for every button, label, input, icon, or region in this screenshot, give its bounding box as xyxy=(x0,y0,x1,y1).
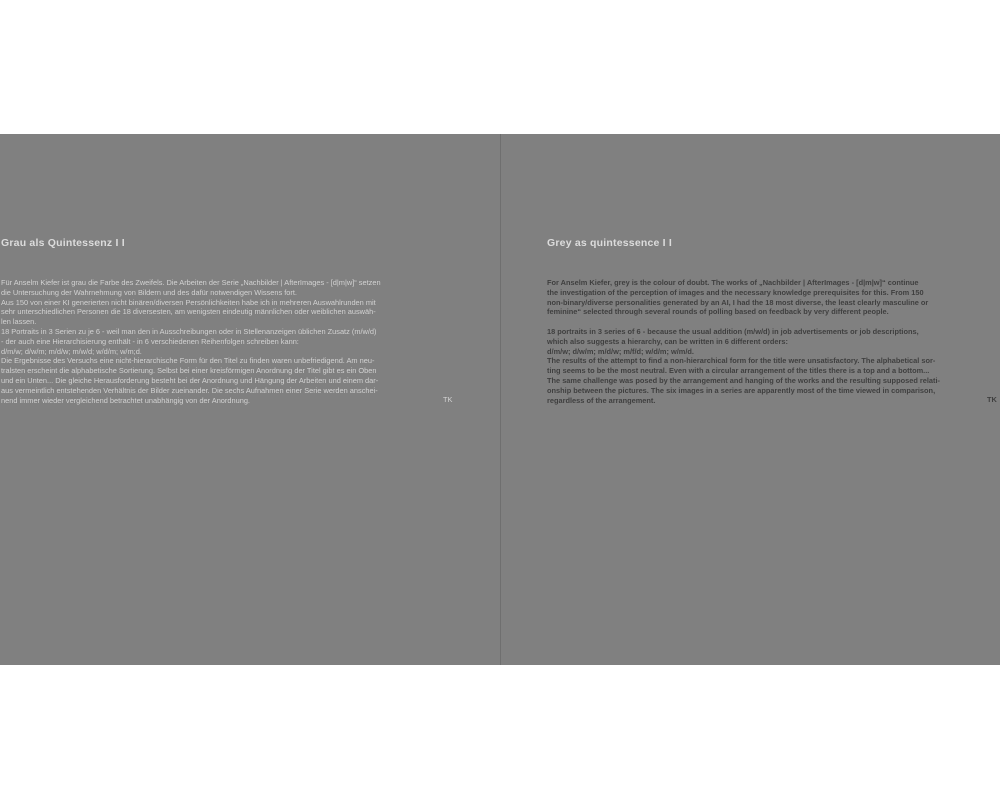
book-spread xyxy=(0,134,1000,665)
english-line: which also suggests a hierarchy, can be written in 6 different orders: xyxy=(547,336,788,346)
english-line: 18 portraits in 3 series of 6 - because the usual addition (m/w/d) in job advertisements or job descriptions, xyxy=(547,326,919,336)
german-line: d/m/w; d/w/m; m/d/w; m/w/d; w/d/m; w/m;d. xyxy=(1,346,142,356)
german-body xyxy=(1,278,456,405)
german-line: und ein Unten... Die gleiche Herausforderung besteht bei der Anordnung und Hängung der Arbeiten und einem dar- xyxy=(1,375,379,385)
english-line: feminine“ selected through several rounds of polling based on feedback by very different people. xyxy=(547,307,889,317)
german-title: Grau als Quintessenz I I xyxy=(1,237,125,249)
english-line: the investigation of the perception of images and the necessary knowledge prerequisites for this. From 150 xyxy=(547,287,924,297)
english-line: d/m/w; d/w/m; m/d/w; m/f/d; w/d/m; w/m/d. xyxy=(547,346,694,356)
german-line: - der auch eine Hierarchisierung enthält - in 6 verschiedenen Reihenfolgen schreiben kann: xyxy=(1,336,299,346)
page-divider xyxy=(500,134,501,665)
english-line: For Anselm Kiefer, grey is the colour of doubt. The works of „Nachbilder | AfterImages - [d|m|w]“ continue xyxy=(547,278,919,287)
german-line: aus vermeintlich entstehenden Verhältnis der Bilder zueinander. Die sechs Aufnahmen einer Serie werden anschei- xyxy=(1,385,378,395)
english-signature: TK xyxy=(987,395,997,404)
german-line: die Untersuchung der Wahrnehmung von Bildern und des dafür notwendigen Wissens fort. xyxy=(1,287,297,297)
german-line: 18 Portraits in 3 Serien zu je 6 - weil man den in Ausschreibungen oder in Stellenanzeigen üblichen Zusatz (m/w/d) xyxy=(1,326,377,336)
english-line: ting seems to be the most neutral. Even with a circular arrangement of the titles there is a top and a bottom... xyxy=(547,366,930,376)
english-line: The same challenge was posed by the arrangement and hanging of the works and the resulting supposed relati- xyxy=(547,375,941,385)
german-line: Aus 150 von einer KI generierten nicht binären/diversen Persönlichkeiten habe ich in mehreren Auswahlrunden mit xyxy=(1,297,376,307)
english-line: non-binary/diverse personalities generated by an AI, I had the 18 most diverse, the least clearly masculine or xyxy=(547,297,929,307)
german-signature: TK xyxy=(443,395,453,404)
english-body xyxy=(547,278,1000,405)
english-title: Grey as quintessence I I xyxy=(547,237,673,249)
german-line: Für Anselm Kiefer ist grau die Farbe des Zweifels. Die Arbeiten der Serie „Nachbilder | AfterImages - [d|m|w]“ setzen xyxy=(1,278,381,287)
german-line: nend immer wieder vergleichend betrachtet unabhängig von der Anordnung. xyxy=(1,395,250,405)
english-line: The results of the attempt to find a non-hierarchical form for the title were unsatisfactory. The alphabetical sor- xyxy=(547,356,936,366)
paragraph-gap xyxy=(547,317,1000,327)
german-line: sehr unterschiedlichen Personen die 18 diversesten, am wenigsten eindeutig männlichen oder weiblichen auswäh- xyxy=(1,307,376,317)
english-line: regardless of the arrangement. xyxy=(547,395,656,405)
english-line: onship between the pictures. The six images in a series are apparently most of the time viewed in comparison, xyxy=(547,385,936,395)
german-line: Die Ergebnisse des Versuchs eine nicht-hierarchische Form für den Titel zu finden waren unbefriedigend. Am neu- xyxy=(1,356,375,366)
german-line: tralsten erscheint die alphabetische Sortierung. Selbst bei einer kreisförmigen Anordnung der Titel gibt es ein Oben xyxy=(1,366,377,376)
german-line: len lassen. xyxy=(1,317,37,327)
